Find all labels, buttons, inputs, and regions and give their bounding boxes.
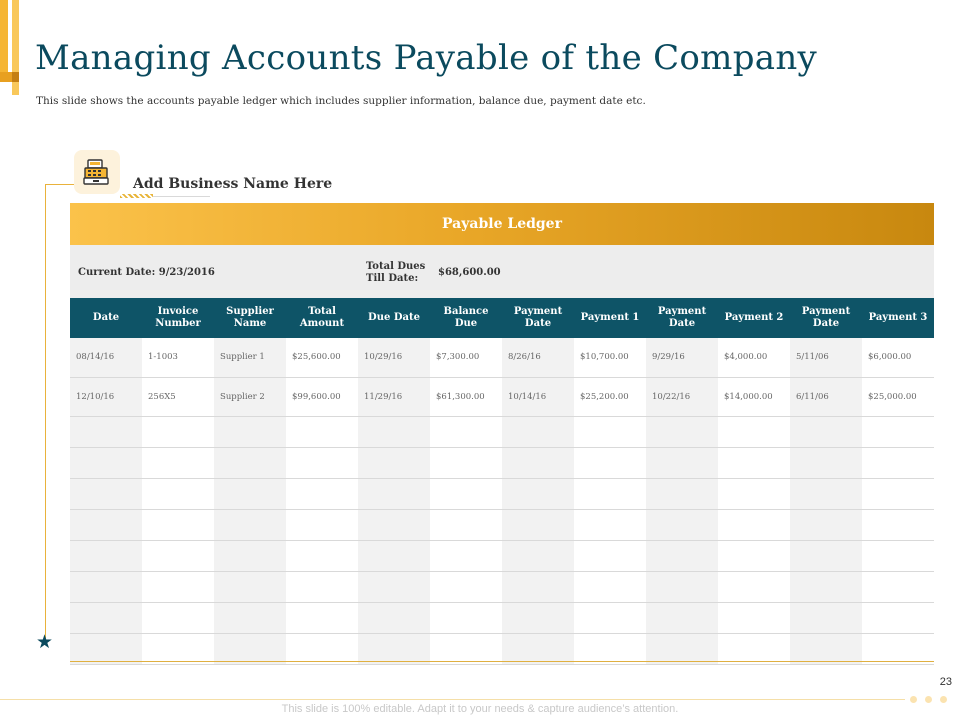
table-cell [286, 509, 358, 540]
column-header: Payment 1 [574, 298, 646, 338]
table-cell [214, 540, 286, 571]
table-cell [790, 540, 862, 571]
table-cell [790, 633, 862, 664]
column-header: Payment 2 [718, 298, 790, 338]
table-cell [862, 447, 934, 478]
table-cell [430, 416, 502, 447]
table-cell [142, 478, 214, 509]
frame-line [45, 184, 75, 185]
table-cell [574, 478, 646, 509]
table-cell: $7,300.00 [430, 338, 502, 377]
table-cell [790, 571, 862, 602]
business-name-underline [120, 194, 210, 198]
table-cell: $25,600.00 [286, 338, 358, 377]
table-cell [646, 447, 718, 478]
footer-line [0, 699, 905, 700]
table-cell [142, 447, 214, 478]
business-icon-box [74, 150, 120, 194]
table-cell: $14,000.00 [718, 377, 790, 416]
table-cell [862, 571, 934, 602]
table-cell [862, 416, 934, 447]
page-subtitle: This slide shows the accounts payable ledger which includes supplier information, balance due, payment date etc. [36, 95, 646, 107]
table-row-empty [70, 478, 934, 509]
table-cell [358, 447, 430, 478]
table-cell [502, 540, 574, 571]
table-cell [358, 602, 430, 633]
table-cell [286, 540, 358, 571]
table-cell [502, 571, 574, 602]
table-cell [214, 447, 286, 478]
table-cell [142, 571, 214, 602]
table-cell [502, 633, 574, 664]
table-cell [286, 478, 358, 509]
corner-accent-square [0, 72, 12, 82]
table-cell [574, 447, 646, 478]
table-cell: $61,300.00 [430, 377, 502, 416]
table-cell [646, 602, 718, 633]
table-cell [646, 540, 718, 571]
table-cell [790, 478, 862, 509]
table-cell [718, 416, 790, 447]
table-cell [358, 416, 430, 447]
table-cell [646, 416, 718, 447]
table-cell: $25,200.00 [574, 377, 646, 416]
column-header: Total Amount [286, 298, 358, 338]
column-header: Payment Date [502, 298, 574, 338]
table-cell [718, 571, 790, 602]
table-cell [790, 509, 862, 540]
table-cell [214, 478, 286, 509]
column-header: Payment Date [646, 298, 718, 338]
table-cell [718, 633, 790, 664]
table-cell [358, 509, 430, 540]
table-cell [142, 602, 214, 633]
table-cell [646, 633, 718, 664]
table-cell [574, 540, 646, 571]
table-cell: $6,000.00 [862, 338, 934, 377]
table-cell [70, 571, 142, 602]
table-cell [214, 509, 286, 540]
corner-accent-bar [0, 0, 8, 72]
table-cell [142, 509, 214, 540]
table-row [70, 377, 934, 416]
table-cell: 1-1003 [142, 338, 214, 377]
table-cell [430, 571, 502, 602]
table-row-empty [70, 571, 934, 602]
corner-accent-square [12, 72, 19, 82]
table-cell [790, 602, 862, 633]
table-cell [70, 540, 142, 571]
column-header: Invoice Number [142, 298, 214, 338]
table-cell [574, 602, 646, 633]
table-cell [286, 633, 358, 664]
table-cell [646, 509, 718, 540]
table-cell [430, 509, 502, 540]
table-cell [142, 633, 214, 664]
table-cell [142, 416, 214, 447]
table-cell: 10/22/16 [646, 377, 718, 416]
table-cell [70, 509, 142, 540]
table-cell [358, 633, 430, 664]
table-cell: $4,000.00 [718, 338, 790, 377]
table-cell [502, 447, 574, 478]
table-cell: 11/29/16 [358, 377, 430, 416]
table-cell [790, 447, 862, 478]
table-cell [718, 447, 790, 478]
table-cell [790, 416, 862, 447]
table-cell [358, 478, 430, 509]
table-bottom-line [70, 661, 934, 662]
table-cell: 10/29/16 [358, 338, 430, 377]
table-cell [502, 478, 574, 509]
table-cell [214, 633, 286, 664]
page-title: Managing Accounts Payable of the Company [35, 38, 818, 78]
table-cell [574, 633, 646, 664]
column-header: Balance Due [430, 298, 502, 338]
footer-text: This slide is 100% editable. Adapt it to your needs & capture audience’s attention. [281, 703, 679, 715]
table-row-empty [70, 602, 934, 633]
table-cell [502, 416, 574, 447]
table-cell [286, 416, 358, 447]
table-cell: $25,000.00 [862, 377, 934, 416]
table-row-empty [70, 447, 934, 478]
table-cell [430, 602, 502, 633]
total-dues-value: $68,600.00 [438, 267, 501, 278]
column-header: Supplier Name [214, 298, 286, 338]
table-cell [862, 540, 934, 571]
table-cell [70, 447, 142, 478]
table-cell [430, 478, 502, 509]
total-dues-label: Total Dues Till Date: [366, 261, 426, 284]
table-cell [646, 571, 718, 602]
table-cell: $99,600.00 [286, 377, 358, 416]
business-name: Add Business Name Here [133, 176, 333, 192]
current-date: Current Date: 9/23/2016 [78, 267, 215, 278]
column-header: Date [70, 298, 142, 338]
table-cell [430, 540, 502, 571]
table-cell [646, 478, 718, 509]
table-cell [718, 540, 790, 571]
table-header-row [70, 298, 934, 338]
table-cell [862, 478, 934, 509]
table-cell [862, 633, 934, 664]
table-cell [358, 571, 430, 602]
table-cell [574, 416, 646, 447]
table-cell [862, 602, 934, 633]
table-cell [286, 571, 358, 602]
table-cell [430, 633, 502, 664]
table-cell [70, 416, 142, 447]
table-cell: 256X5 [142, 377, 214, 416]
table-row [70, 338, 934, 377]
page-number: 23 [939, 676, 952, 688]
table-cell: 10/14/16 [502, 377, 574, 416]
cash-register-icon [82, 158, 112, 186]
table-cell [70, 633, 142, 664]
table-cell [214, 571, 286, 602]
table-cell [214, 602, 286, 633]
table-cell [718, 602, 790, 633]
table-cell [214, 416, 286, 447]
table-cell: Supplier 1 [214, 338, 286, 377]
table-cell: 08/14/16 [70, 338, 142, 377]
table-cell: 9/29/16 [646, 338, 718, 377]
frame-line [45, 184, 46, 644]
ledger-title: Payable Ledger [70, 203, 934, 245]
table-cell: 12/10/16 [70, 377, 142, 416]
table-row-empty [70, 509, 934, 540]
table-row-empty [70, 540, 934, 571]
table-cell [718, 509, 790, 540]
table-row-empty [70, 416, 934, 447]
table-cell [502, 602, 574, 633]
table-cell [142, 540, 214, 571]
ledger-info-row [70, 245, 934, 298]
payable-ledger-table [70, 298, 934, 665]
table-cell [862, 509, 934, 540]
table-row-empty [70, 633, 934, 664]
table-cell [574, 509, 646, 540]
table-cell [286, 602, 358, 633]
table-cell: 8/26/16 [502, 338, 574, 377]
table-cell [358, 540, 430, 571]
table-cell [574, 571, 646, 602]
star-icon: ★ [36, 631, 54, 653]
table-cell: Supplier 2 [214, 377, 286, 416]
table-cell: 5/11/06 [790, 338, 862, 377]
table-cell [430, 447, 502, 478]
table-cell [502, 509, 574, 540]
table-cell [286, 447, 358, 478]
column-header: Payment 3 [862, 298, 934, 338]
table-cell [70, 602, 142, 633]
column-header: Due Date [358, 298, 430, 338]
table-cell: $10,700.00 [574, 338, 646, 377]
column-header: Payment Date [790, 298, 862, 338]
table-cell [718, 478, 790, 509]
table-cell: 6/11/06 [790, 377, 862, 416]
table-cell [70, 478, 142, 509]
